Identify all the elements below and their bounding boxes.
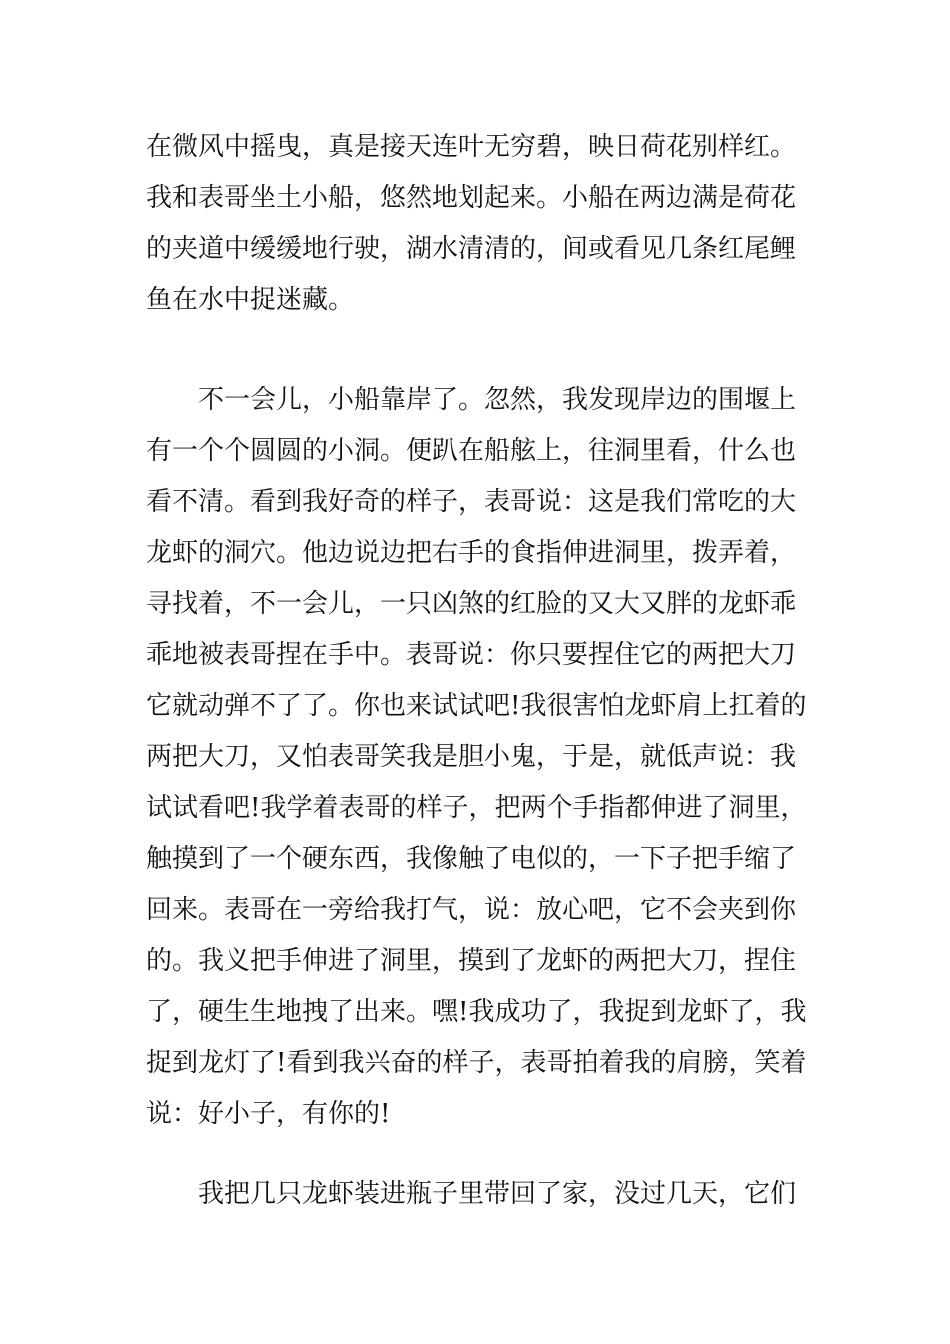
text-line: 试试看吧!我学着表哥的样子，把两个手指都伸进了洞里，: [146, 793, 807, 823]
text-line: 两把大刀，又怕表哥笑我是胆小鬼，于是，就低声说：我: [146, 742, 797, 772]
text-line: 的。我义把手伸进了洞里，摸到了龙虾的两把大刀，捏住: [146, 946, 797, 976]
text-line: 龙虾的洞穴。他边说边把右手的食指伸进洞里，拨弄着，: [146, 538, 797, 568]
text-line: 在微风中摇曳，真是接天连叶无穷碧，映日荷花别样红。: [146, 132, 797, 162]
text-line: 我和表哥坐土小船，悠然地划起来。小船在两边满是荷花: [146, 183, 797, 213]
text-line: 乖地被表哥捏在手中。表哥说：你只要捏住它的两把大刀: [146, 640, 797, 670]
text-line: 鱼在水中捉迷藏。: [146, 285, 355, 315]
text-line: 触摸到了一个硬东西，我像触了电似的，一下子把手缩了: [146, 844, 797, 874]
text-line: 寻找着，不一会儿，一只凶煞的红脸的又大又胖的龙虾乖: [146, 589, 797, 619]
text-line: 有一个个圆圆的小洞。便趴在船舷上，往洞里看，什么也: [146, 436, 797, 466]
text-line: 回来。表哥在一旁给我打气，说：放心吧，它不会夹到你: [146, 895, 797, 925]
text-line: 了，硬生生地拽了出来。嘿!我成功了，我捉到龙虾了，我: [146, 997, 807, 1027]
paragraph-3: [146, 1169, 808, 1220]
text-line: 它就动弹不了了。你也来试试吧!我很害怕龙虾肩上扛着的: [146, 691, 807, 721]
text-line: 说：好小子，有你的!: [146, 1099, 391, 1129]
text-line: 不一会儿，小船靠岸了。忽然，我发现岸边的围堰上: [198, 385, 797, 415]
text-line: 我把几只龙虾装进瓶子里带回了家，没过几天，它们: [198, 1179, 797, 1209]
text-line: 的夹道中缓缓地行驶，湖水清清的，间或看见几条红尾鲤: [146, 234, 797, 264]
text-line: 看不清。看到我好奇的样子，表哥说：这是我们常吃的大: [146, 487, 797, 517]
paragraph-1: [146, 122, 808, 326]
text-line: 捉到龙灯了!看到我兴奋的样子，表哥拍着我的肩膀，笑着: [146, 1048, 807, 1078]
paragraph-2: [146, 375, 808, 1140]
